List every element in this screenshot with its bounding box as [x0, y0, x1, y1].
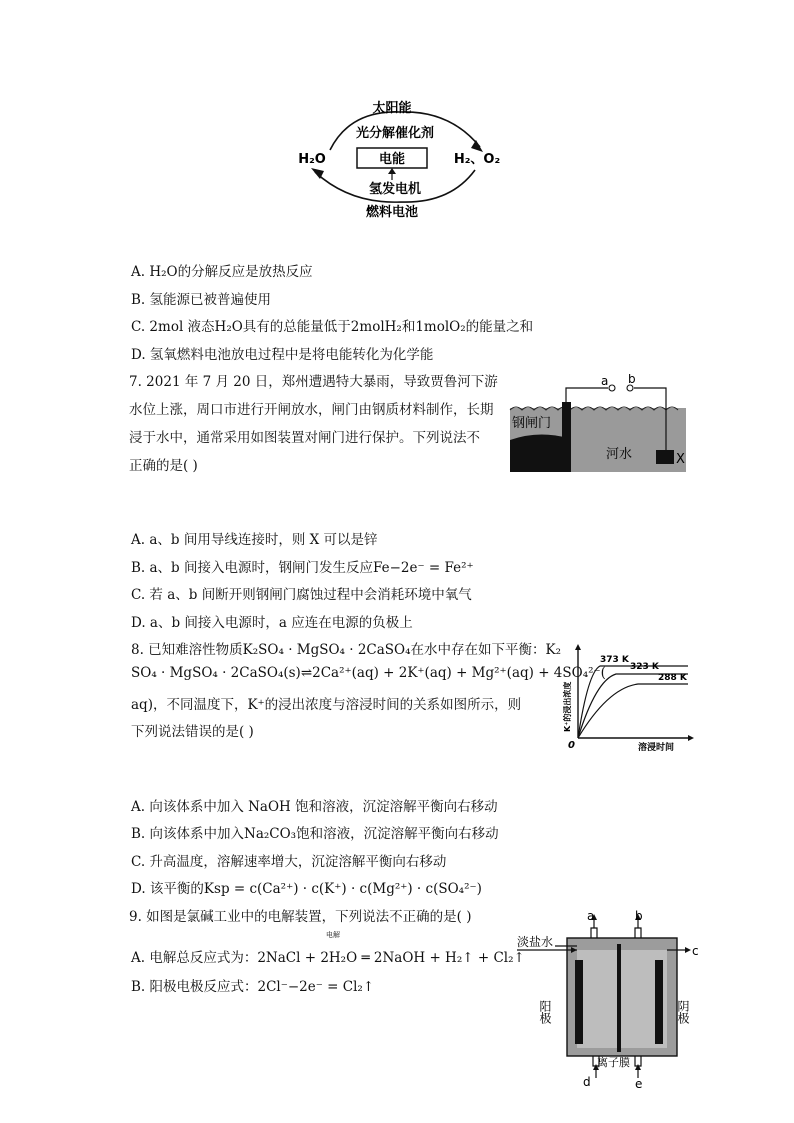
q7-option-d: D. a、b 间接入电源时，a 应连在电源的负极上: [131, 615, 413, 631]
q7-label-x: X: [676, 452, 685, 467]
q9-label-d: d: [583, 1075, 591, 1089]
q8-origin: 0: [568, 740, 575, 751]
energy-cycle-diagram: [290, 92, 510, 222]
diagram-left: H₂O: [298, 152, 326, 167]
q7-stem-line-3: 浸于水中，通常采用如图装置对闸门进行保护。下列说法不: [129, 430, 480, 446]
q8-curve-373: 373 K: [600, 655, 629, 665]
q7-label-a: a: [601, 374, 609, 388]
q9-label-cathode: 阴极: [676, 1000, 690, 1024]
q7-stem-line-1: 7. 2021 年 7 月 20 日，郑州遭遇特大暴雨，导致贾鲁河下游: [129, 374, 498, 390]
q9-condition: 电解: [326, 931, 340, 939]
q7-stem-line-2: 水位上涨，周口市进行开闸放水，闸门由钢质材料制作，长期: [129, 402, 494, 418]
q9-label-membrane: 离子膜: [597, 1056, 630, 1069]
diagram-generator: 氢发电机: [368, 182, 422, 197]
q7-option-a: A. a、b 间用导线连接时，则 X 可以是锌: [131, 532, 378, 548]
q7-label-b: b: [628, 374, 636, 386]
q8-stem-line-1: 8. 已知难溶性物质K₂SO₄ · MgSO₄ · 2CaSO₄在水中存在如下平衡：K₂: [131, 642, 562, 658]
q6-option-d: D. 氢氧燃料电池放电过程中是将电能转化为化学能: [131, 347, 434, 363]
q8-stem-line-2: SO₄ · MgSO₄ · 2CaSO₄(s)⇌2Ca²⁺(aq) + 2K⁺(aq) + Mg²⁺(aq) + 4SO₄²⁻(: [131, 665, 606, 681]
q8-option-a: A. 向该体系中加入 NaOH 饱和溶液，沉淀溶解平衡向右移动: [131, 799, 498, 815]
diagram-catalyst: 光分解催化剂: [355, 126, 435, 141]
q7-stem-line-4: 正确的是( ): [129, 458, 198, 474]
q7-option-b: B. a、b 间接入电源时，钢闸门发生反应Fe−2e⁻ = Fe²⁺: [131, 560, 474, 576]
q8-stem-line-4: 下列说法错误的是( ): [131, 724, 254, 740]
q9-label-inlet: 淡盐水: [517, 935, 554, 949]
q7-label-river: 河水: [606, 447, 633, 462]
diagram-right: H₂、O₂: [453, 152, 501, 167]
diagram-solar: 太阳能: [372, 101, 412, 116]
q9-label-c: c: [692, 944, 699, 958]
diagram-fuel-cell: 燃料电池: [365, 205, 419, 220]
q7-label-gate: 钢闸门: [512, 416, 552, 431]
q8-curve-323: 323 K: [630, 662, 659, 672]
q8-leaching-graph: [560, 642, 694, 754]
q8-option-c: C. 升高温度，溶解速率增大，沉淀溶解平衡向右移动: [131, 854, 447, 870]
q7-gate-figure: [508, 374, 688, 474]
q9-electrolysis-figure: [515, 910, 700, 1090]
q8-option-d: D. 该平衡的Ksp = c(Ca²⁺) · c(K⁺) · c(Mg²⁺) · c(SO₄²⁻): [131, 881, 482, 897]
q8-option-b: B. 向该体系中加入Na₂CO₃饱和溶液，沉淀溶解平衡向右移动: [131, 826, 499, 842]
q6-option-a: A. H₂O的分解反应是放热反应: [131, 264, 313, 280]
q9-option-b: B. 阳极电极反应式：2Cl⁻−2e⁻ = Cl₂↑: [131, 979, 375, 995]
q9-stem: 9. 如图是氯碱工业中的电解装置，下列说法不正确的是( ): [129, 909, 472, 925]
q8-ylabel: K⁺的浸出浓度: [563, 681, 572, 732]
q7-option-c: C. 若 a、b 间断开则钢闸门腐蚀过程中会消耗环境中氧气: [131, 587, 472, 603]
diagram-center: 电能: [378, 152, 406, 167]
q8-stem-line-3: aq)，不同温度下，K⁺的浸出浓度与溶浸时间的关系如图所示，则: [131, 697, 522, 713]
q9-label-a: a: [587, 910, 595, 923]
q9-label-b: b: [635, 910, 643, 923]
q6-option-b: B. 氢能源已被普遍使用: [131, 292, 272, 308]
q6-option-c: C. 2mol 液态H₂O具有的总能量低于2molH₂和1molO₂的能量之和: [131, 319, 534, 335]
q9-label-anode: 阳极: [538, 1000, 552, 1024]
q9-option-a: A. 电解总反应式为：2NaCl + 2H₂O ═ 2NaOH + H₂↑ + Cl₂↑: [131, 950, 525, 966]
q8-xlabel: 溶浸时间: [638, 743, 675, 753]
q8-curve-288: 288 K: [658, 673, 687, 683]
q9-label-e: e: [635, 1077, 643, 1090]
